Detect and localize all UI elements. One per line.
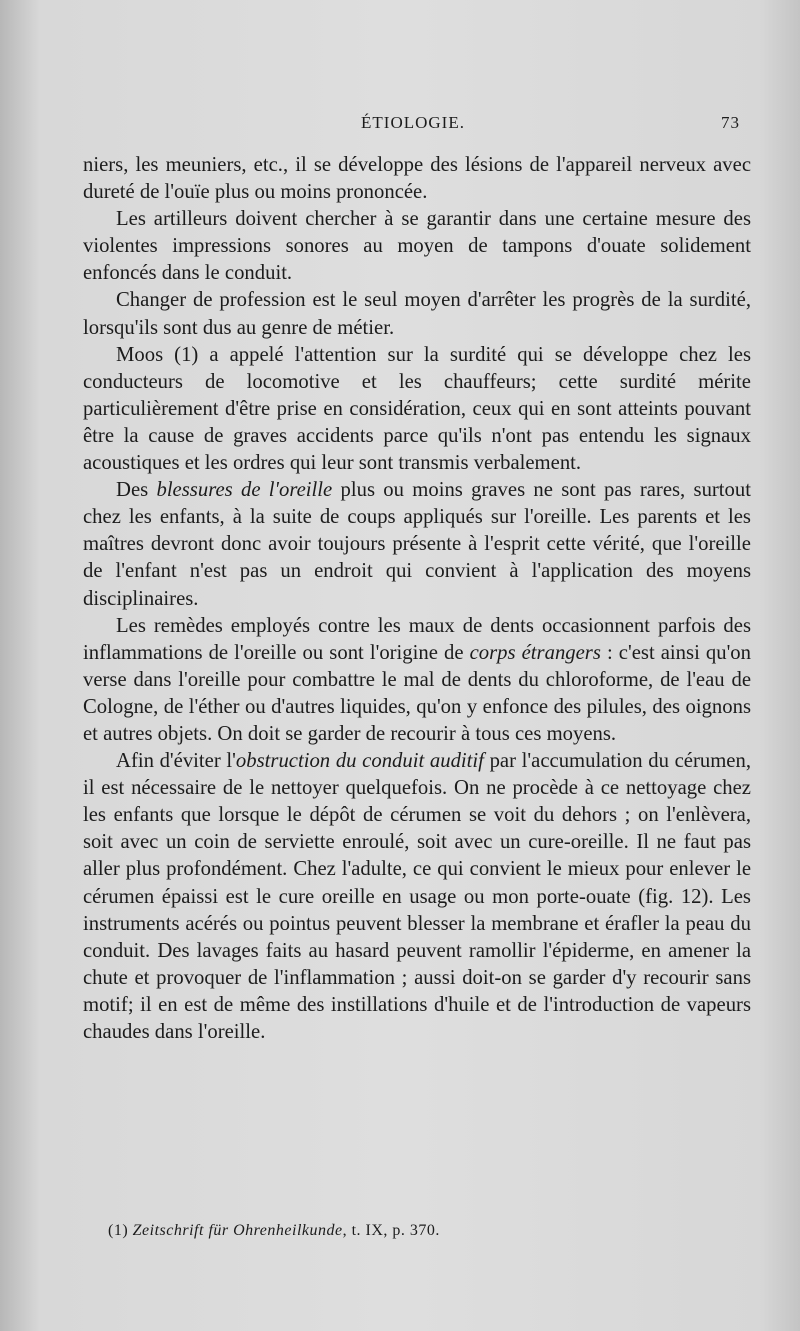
text-run: Changer de profession est le seul moyen d'arrêter les progrès de la surdité, lorsqu'ils sont dus au genre de métier. [83, 289, 751, 339]
paragraph [83, 477, 751, 612]
paragraph [83, 206, 751, 287]
paragraph [83, 748, 751, 1046]
running-title: ÉTIOLOGIE. [361, 113, 465, 132]
italic-phrase: blessures de l'oreille [156, 479, 333, 502]
paragraph [83, 613, 751, 748]
text-run: Afin d'éviter l' [116, 750, 236, 773]
italic-phrase: corps étrangers [469, 641, 601, 664]
footnote-reference: , t. IX, p. 370. [342, 1222, 440, 1239]
text-run: niers, les meuniers, etc., il se développe des lésions de l'appareil nerveux avec dureté de l'ouïe plus ou moins prononcée. [83, 154, 751, 204]
paragraph [83, 152, 751, 206]
footnote [108, 1222, 708, 1240]
footnote-journal-title: Zeitschrift für Ohrenheilkunde [132, 1222, 343, 1239]
text-run: par l'accumulation du cérumen, il est nécessaire de le nettoyer quelquefois. On ne procède à ce nettoyage chez les enfants que lorsque le dépôt de cérumen se voit du dehors ; on l'enlèvera, soit avec un coin de serviette enroulé, soit avec un cure-oreille. Il ne faut pas aller plus profondément. Chez l'adulte, ce qui convient le mieux pour enlever le cérumen épaissi est le cure oreille en usage ou mon porte-ouate (fig. 12). Les instruments acérés ou pointus peuvent blesser la membrane et érafler la peau du conduit. Des lavages faits au hasard peuvent ramollir l'épiderme, en amener la chute et provoquer de l'inflammation ; aussi doit-on se garder d'y recourir sans motif; il en est de même des instillations d'huile et de l'introduction de vapeurs chaudes dans l'oreille. [83, 750, 751, 1043]
body-text [83, 152, 751, 1046]
text-run: : c'est ainsi qu'on verse dans l'oreille pour combattre le mal de dents du chloroforme, de l'eau de Cologne, de l'éther ou d'autres liquides, qu'on y enfonce des pilules, des oignons et autres objets. On doit se garder de recourir à tous ces moyens. [83, 641, 751, 745]
paragraph [83, 342, 751, 477]
page-header [83, 113, 743, 143]
footnote-marker: (1) [108, 1222, 133, 1239]
text-run: Des [116, 479, 157, 502]
text-run: Moos (1) a appelé l'attention sur la surdité qui se développe chez les conducteurs de locomotive et les chauffeurs; cette surdité mérite particulièrement d'être prise en considération, ceux qui en sont atteints pouvant être la cause de graves accidents parce qu'ils n'ont pas entendu les signaux acoustiques et les ordres qui leur sont transmis verbalement. [83, 343, 751, 475]
text-run: Les remèdes employés contre les maux de dents occasionnent parfois des inflammations de l'oreille ou sont l'origine de [83, 614, 751, 664]
italic-phrase: obstruction du conduit auditif [235, 750, 484, 773]
text-run: plus ou moins graves ne sont pas rares, surtout chez les enfants, à la suite de coups appliqués sur l'oreille. Les parents et les maîtres devront donc avoir toujours présente à l'esprit cette vérité, que l'oreille de l'enfant n'est pas un endroit qui convient à l'application des moyens disciplinaires. [83, 479, 751, 610]
page-number: 73 [721, 113, 740, 132]
text-run: Les artilleurs doivent chercher à se garantir dans une certaine mesure des violentes impressions sonores au moyen de tampons d'ouate solidement enfoncés dans le conduit. [83, 208, 751, 285]
paragraph [83, 287, 751, 341]
